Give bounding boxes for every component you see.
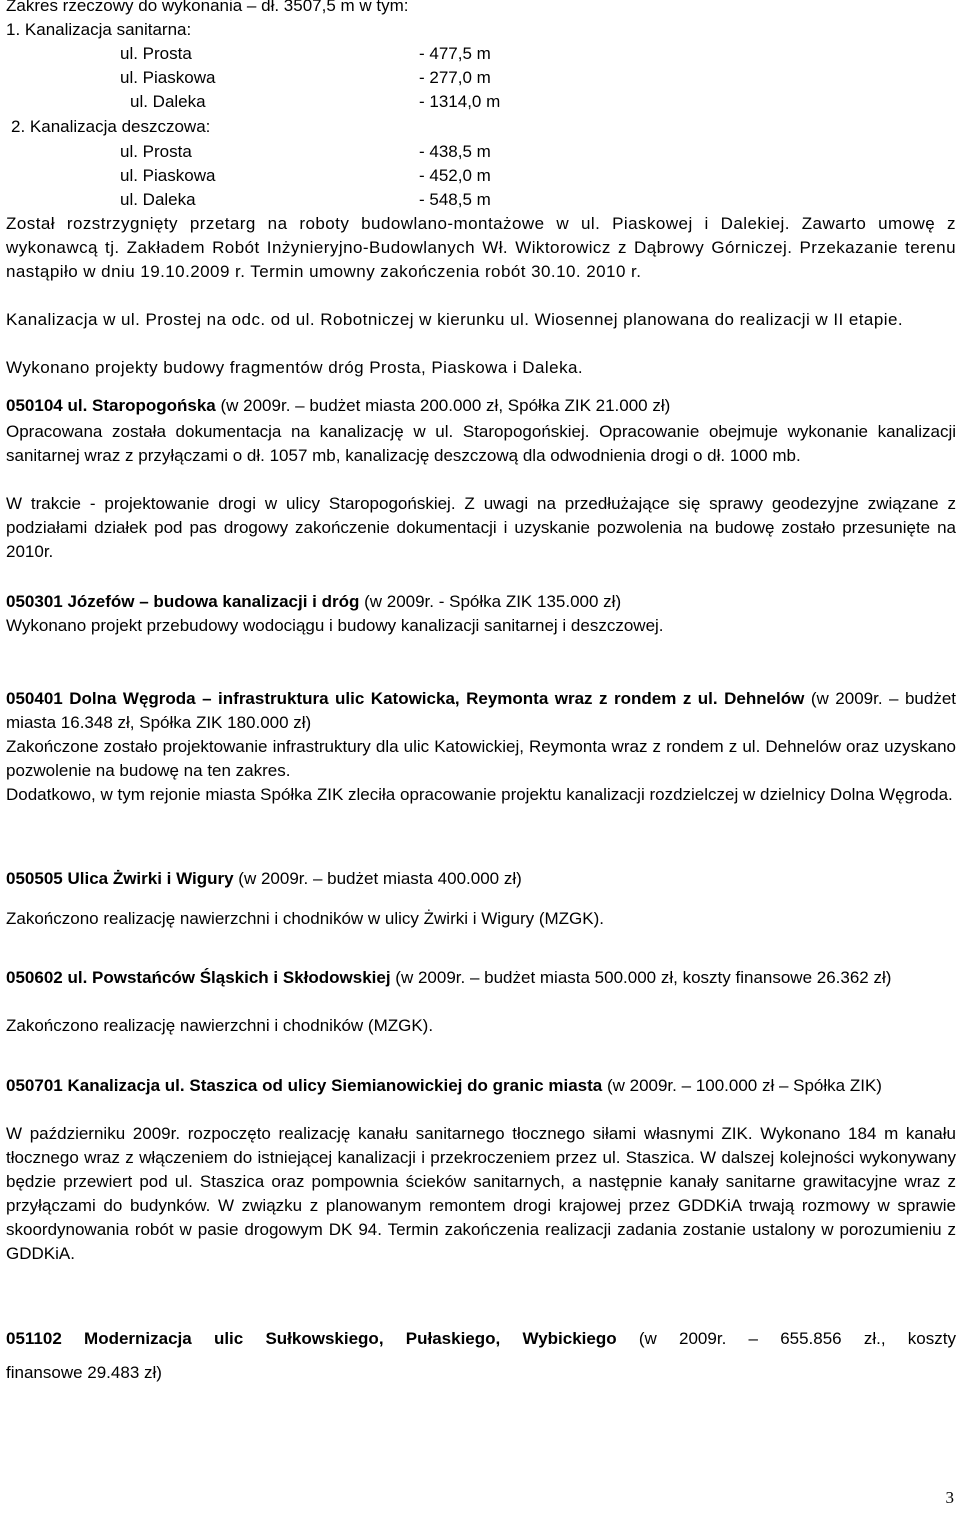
section-code: 050701	[6, 1076, 63, 1095]
section-050104-heading	[6, 394, 956, 418]
section-050401-paragraph-1: Zakończone zostało projektowanie infrastruktury dla ulic Katowickiej, Reymonta wraz z rondem z ul. Dehnelów oraz uzyskano pozwolenie na budowę na ten zakres.	[6, 737, 956, 780]
section-title: Modernizacja ulic Sułkowskiego, Pułaskiego, Wybickiego	[84, 1329, 617, 1348]
section-050602-heading	[6, 966, 956, 990]
sanitary-street: ul. Piaskowa	[120, 68, 216, 87]
sanitary-street: ul. Prosta	[120, 44, 192, 63]
section-title: Dolna Węgroda – infrastruktura ulic Katowicka, Reymonta wraz z rondem z ul. Dehnelów	[69, 689, 805, 708]
section-050505-heading	[6, 867, 956, 891]
storm-street: ul. Daleka	[120, 190, 196, 209]
section-budget: (w 2009r. – budżet miasta 500.000 zł, koszty finansowe 26.362 zł)	[390, 968, 892, 987]
section-050701-heading	[6, 1074, 956, 1098]
storm-title: 2. Kanalizacja deszczowa:	[11, 117, 211, 136]
section-code: 050301	[6, 592, 63, 611]
storm-street: ul. Prosta	[120, 142, 192, 161]
page-number: 3	[945, 1488, 954, 1507]
section-code: 050602	[6, 968, 63, 987]
stage-paragraph: Kanalizacja w ul. Prostej na odc. od ul. Robotniczej w kierunku ul. Wiosennej planowana do realizacji w II etapie.	[6, 310, 904, 329]
sanitary-length: - 277,0 m	[419, 68, 491, 87]
section-050505-paragraph-1: Zakończono realizację nawierzchni i chodników w ulicy Żwirki i Wigury (MZGK).	[6, 909, 605, 928]
section-budget: (w 2009r. – budżet miasta 16.348 zł, Spółka ZIK 180.000 zł)	[6, 689, 956, 732]
storm-length: - 548,5 m	[419, 190, 491, 209]
section-050401-heading	[6, 687, 956, 735]
section-050301-paragraph-1: Wykonano projekt przebudowy wodociągu i budowy kanalizacji sanitarnej i deszczowej.	[6, 616, 664, 635]
section-title: ul. Powstańców Śląskich i Skłodowskiej	[67, 968, 391, 987]
section-code: 050505	[6, 869, 63, 888]
section-budget: (w 2009r. – budżet miasta 200.000 zł, Spółka ZIK 21.000 zł)	[215, 396, 671, 415]
sanitary-title: 1. Kanalizacja sanitarna:	[6, 20, 192, 39]
section-051102-budget-continued: finansowe 29.483 zł)	[6, 1363, 162, 1382]
section-code: 051102	[6, 1329, 62, 1348]
sanitary-length: - 1314,0 m	[419, 92, 501, 111]
section-050104-paragraph-1: Opracowana została dokumentacja na kanalizację w ul. Staropogońskiej. Opracowanie obejmuje wykonanie kanalizacji sanitarnej wraz z przyłączami o dł. 1057 mb, kanalizację deszczową dla odwodnienia drogi o dł. 1000 mb.	[6, 422, 956, 465]
section-budget: (w 2009r. - Spółka ZIK 135.000 zł)	[359, 592, 622, 611]
section-title: Ulica Żwirki i Wigury	[67, 869, 234, 888]
section-code: 050104	[6, 396, 63, 415]
sanitary-length: - 477,5 m	[419, 44, 491, 63]
section-050104-paragraph-2: W trakcie - projektowanie drogi w ulicy Staropogońskiej. Z uwagi na przedłużające się sprawy geodezyjne związane z podziałami działek pod pas drogowy zakończenie dokumentacji i uzyskanie pozwolenia na budowę zostało przesunięte na 2010r.	[6, 494, 956, 561]
storm-length: - 452,0 m	[419, 166, 491, 185]
scope-intro: Zakres rzeczowy do wykonania – dł. 3507,5 m w tym:	[6, 0, 409, 15]
section-budget: (w 2009r. – 655.856 zł., koszty	[616, 1329, 956, 1348]
section-title: ul. Staropogońska	[67, 396, 216, 415]
tender-paragraph: Został rozstrzygnięty przetarg na roboty budowlano-montażowe w ul. Piaskowej i Dalekiej. Zawarto umowę z wykonawcą tj. Zakładem Robót Inżynieryjno-Budowlanych Wł. Wiktorowicz z Dąbrowy Górniczej. Przekazanie terenu nastąpiło w dniu 19.10.2009 r. Termin umowny zakończenia robót 30.10. 2010 r.	[6, 214, 956, 281]
storm-length: - 438,5 m	[419, 142, 491, 161]
section-050401-paragraph-2: Dodatkowo, w tym rejonie miasta Spółka ZIK zleciła opracowanie projektu kanalizacji rozdzielczej w dzielnicy Dolna Węgroda.	[6, 785, 953, 804]
section-budget: (w 2009r. – 100.000 zł – Spółka ZIK)	[602, 1076, 882, 1095]
section-050301-heading	[6, 590, 956, 614]
section-title: Józefów – budowa kanalizacji i dróg	[67, 592, 360, 611]
section-code: 050401	[6, 689, 63, 708]
sanitary-street: ul. Daleka	[130, 92, 206, 111]
section-050602-paragraph-1: Zakończono realizację nawierzchni i chodników (MZGK).	[6, 1016, 434, 1035]
section-budget: (w 2009r. – budżet miasta 400.000 zł)	[233, 869, 522, 888]
storm-street: ul. Piaskowa	[120, 166, 216, 185]
section-title: Kanalizacja ul. Staszica od ulicy Siemianowickiej do granic miasta	[67, 1076, 603, 1095]
section-051102-heading	[6, 1327, 956, 1351]
section-050701-paragraph-1: W październiku 2009r. rozpoczęto realizację kanału sanitarnego tłocznego siłami własnymi ZIK. Wykonano 184 m kanału tłocznego wraz z włączeniem do istniejącej kanalizacji i przekroczeniem przez ul. Staszica. W dalszej kolejności wykonywany będzie przewiert pod ul. Staszica oraz pompownia ścieków sanitarnych, a następnie kanały sanitarne grawitacyjne wraz z przyłączami do budynków. W związku z planowanym remontem drogi krajowej przez GDDKiA trwają rozmowy w sprawie skoordynowania robót w pasie drogowym DK 94. Termin zakończenia realizacji zadania zostanie ustalony w porozumieniu z GDDKiA.	[6, 1124, 956, 1263]
designs-paragraph: Wykonano projekty budowy fragmentów dróg Prosta, Piaskowa i Daleka.	[6, 358, 584, 377]
